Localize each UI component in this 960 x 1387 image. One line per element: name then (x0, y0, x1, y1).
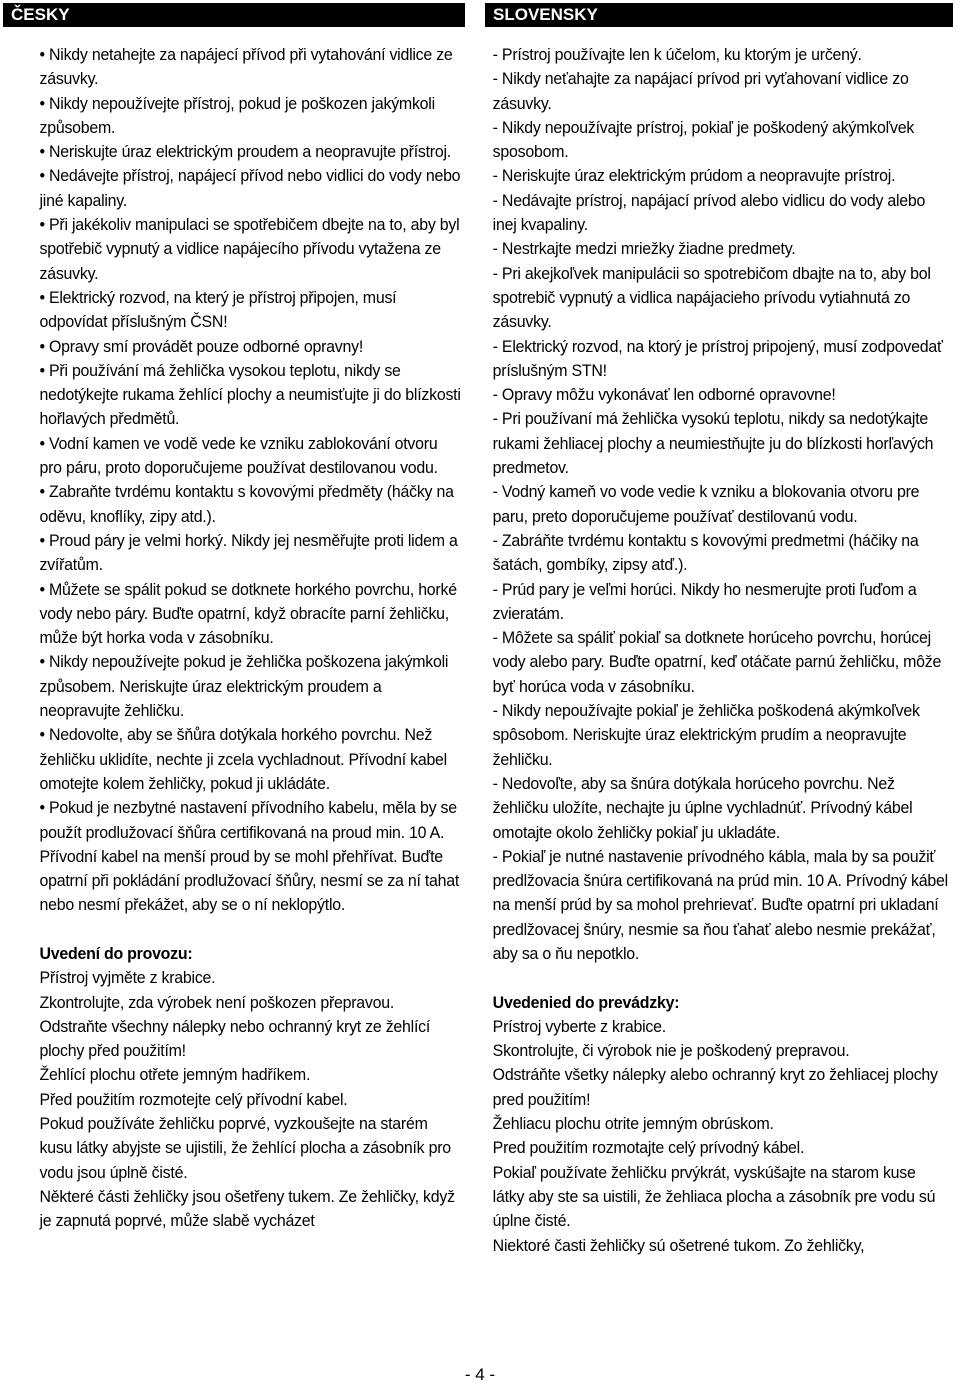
list-item: • Zabraňte tvrdému kontaktu s kovovými předměty (háčky na oděvu, knoflíky, zipy atd.). (39, 482, 454, 526)
list-item: • Nikdy nepoužívejte pokud je žehlička poškozena jakýmkoli způsobem. Neriskujte úraz elektrickým proudem a neopravujte žehličku. (39, 652, 449, 721)
slovak-body (485, 43, 949, 1258)
list-item: - Opravy môžu vykonávať len odborné opravovne! (492, 385, 836, 405)
list-item: - Nestrkajte medzi mriežky žiadne predmety. (492, 239, 796, 259)
list-item: • Pokud je nezbytné nastavení přívodního kabelu, měla by se použít prodlužovací šňůra certifikovaná na proud min. 10 A. Přívodní kabel na menší proud by se mohl přehřívat. Buďte opatrní při pokládání prodlužovací šňůry, nesmí se za ní tahat nebo nesmí překážet, aby se o ní neklopýtlo. (39, 798, 460, 915)
section-line: Pred použitím rozmotajte celý prívodný kábel. (492, 1138, 805, 1158)
page-number: - 4 - (464, 1365, 496, 1384)
list-item: - Pokiaľ je nutné nastavenie prívodného kábla, mala by sa použiť predlžovacia šnúra certifikovaná na prúd min. 10 A. Prívodný kábel na menší prúd by sa mohol prehrievať. Buďte opatrní pri ukladaní predlžovacej šnúry, nesmie sa ňou ťahať alebo nesmie prekážať, aby sa o ňu nepotklo. (492, 846, 948, 963)
list-item: • Proud páry je velmi horký. Nikdy jej nesměřujte proti lidem a zvířatům. (39, 530, 458, 575)
list-item: - Neriskujte úraz elektrickým prúdom a neopravujte prístroj. (492, 166, 896, 186)
list-item: • Opravy smí provádět pouze odborné opravny! (39, 336, 364, 356)
section-line: Prístroj vyberte z krabice. (492, 1016, 666, 1036)
section-line: Skontrolujte, či výrobok nie je poškodený prepravou. (492, 1041, 850, 1061)
list-item: - Nikdy nepoužívajte prístroj, pokiaľ je poškodený akýmkoľvek sposobom. (492, 117, 915, 162)
list-item: - Prístroj používajte len k účelom, ku ktorým je určený. (492, 45, 862, 64)
section-line: Zkontrolujte, zda výrobek není poškozen přepravou. (39, 992, 395, 1012)
czech-header: ČESKY (3, 3, 465, 27)
section-line: Niektoré časti žehličky sú ošetrené tukom. Zo žehličky, (492, 1235, 865, 1255)
section-title: Uvedení do provozu: (39, 943, 193, 963)
section-line: Žehliacu plochu otrite jemným obrúskom. (492, 1114, 774, 1134)
list-item: • Nedávejte přístroj, napájecí přívod nebo vidlici do vody nebo jiné kapaliny. (39, 166, 461, 210)
list-item: - Pri používaní má žehlička vysokú teplotu, nikdy sa nedotýkajte rukami žehliacej plochy a neumiestňujte ju do blízkosti horľavých predmetov. (492, 409, 934, 478)
list-item: - Nedávajte prístroj, napájací prívod alebo vidlicu do vody alebo inej kvapaliny. (492, 190, 926, 235)
list-item: • Při používání má žehlička vysokou teplotu, nikdy se nedotýkejte rukama žehlící plochy a neumisťujte ji do blízkosti hořlavých předmětů. (39, 360, 461, 429)
list-item: - Elektrický rozvod, na ktorý je prístroj pripojený, musí zodpovedať príslušným STN! (492, 336, 943, 380)
list-item: • Elektrický rozvod, na který je přístroj připojen, musí odpovídat příslušným ČSN! (39, 287, 397, 332)
list-item: - Nedovoľte, aby sa šnúra dotýkala horúceho povrchu. Než žehličku uložíte, nechajte ju úplne vychladnúť. Prívodný kábel omotajte okolo žehličky pokiaľ ju ukladáte. (492, 773, 913, 842)
section-line: Před použitím rozmotejte celý přívodní kabel. (39, 1089, 348, 1109)
czech-body (3, 43, 462, 1234)
czech-column (3, 3, 465, 1234)
slovak-column (485, 3, 953, 1258)
list-item: • Nikdy nepoužívejte přístroj, pokud je poškozen jakýmkoli způsobem. (39, 93, 435, 137)
list-item: - Pri akejkoľvek manipulácii so spotrebičom dbajte na to, aby bol spotrebič vypnutý a vidlica napájacieho prívodu vytiahnutá zo zásuvky. (492, 263, 931, 332)
list-item: • Neriskujte úraz elektrickým proudem a neopravujte přístroj. (39, 142, 451, 162)
section-line: Pokiaľ používate žehličku prvýkrát, vyskúšajte na starom kuse látky aby ste sa uistili, že žehliaca plocha a zásobník pre vodu sú úplne čisté. (492, 1162, 936, 1231)
section-line: Žehlící plochu otřete jemným hadříkem. (39, 1065, 311, 1085)
section-line: Odstráňte všetky nálepky alebo ochranný kryt zo žehliacej plochy pred použitím! (492, 1065, 938, 1109)
list-item: • Můžete se spálit pokud se dotknete horkého povrchu, horké vody nebo páry. Buďte opatrní, když obracíte parní žehličku, může být horka voda v zásobníku. (39, 579, 457, 648)
list-item: - Zabráňte tvrdému kontaktu s kovovými predmetmi (háčiky na šatách, gombíky, zipsy atď.). (492, 530, 919, 575)
list-item: - Nikdy nepoužívajte pokiaľ je žehlička poškodená akýmkoľvek spôsobom. Neriskujte úraz elektrickým prudím a neopravujte žehličku. (492, 701, 920, 769)
list-item: • Nikdy netahejte za napájecí přívod při vytahování vidlice ze zásuvky. (39, 45, 453, 89)
list-item: • Při jakékoliv manipulaci se spotřebičem dbejte na to, aby byl spotřebič vypnutý a vidlice napájecího přívodu vytažena ze zásuvky. (39, 215, 460, 283)
list-item: - Môžete sa spáliť pokiaľ sa dotknete horúceho povrchu, horúcej vody alebo pary. Buďte opatrní, keď otáčate parnú žehličku, môže byť horúca voda v zásobníku. (492, 628, 942, 696)
list-item: • Vodní kamen ve vodě vede ke vzniku zablokování otvoru pro páru, proto doporučujeme používat destilovanou vodu. (39, 433, 438, 478)
section-line: Přístroj vyjměte z krabice. (39, 968, 216, 988)
list-item: - Vodný kameň vo vode vedie k vzniku a blokovania otvoru pre paru, preto doporučujeme používať destilovanú vodu. (492, 482, 920, 526)
section-line: Pokud používáte žehličku poprvé, vyzkoušejte na starém kusu látky abyjste se ujistili, že žehlící plocha a zásobník pro vodu jsou úplně čisté. (39, 1114, 451, 1182)
section-line: Některé části žehličky jsou ošetřeny tukem. Ze žehličky, když je zapnutá poprvé, může slabě vycházet (39, 1186, 455, 1231)
list-item: - Prúd pary je veľmi horúci. Nikdy ho nesmerujte proti ľuďom a zvieratám. (492, 579, 917, 623)
list-item: - Nikdy neťahajte za napájací prívod pri vyťahovaní vidlice zo zásuvky. (492, 69, 909, 113)
section-title: Uvedenied do prevádzky: (492, 992, 680, 1012)
slovak-header: SLOVENSKY (485, 3, 953, 27)
list-item: • Nedovolte, aby se šňůra dotýkala horkého povrchu. Než žehličku uklidíte, nechte ji zcela vychladnout. Přívodní kabel omotejte kolem žehličky, pokud ji ukládáte. (39, 725, 447, 793)
section-line: Odstraňte všechny nálepky nebo ochranný kryt ze žehlící plochy před použitím! (39, 1016, 431, 1061)
